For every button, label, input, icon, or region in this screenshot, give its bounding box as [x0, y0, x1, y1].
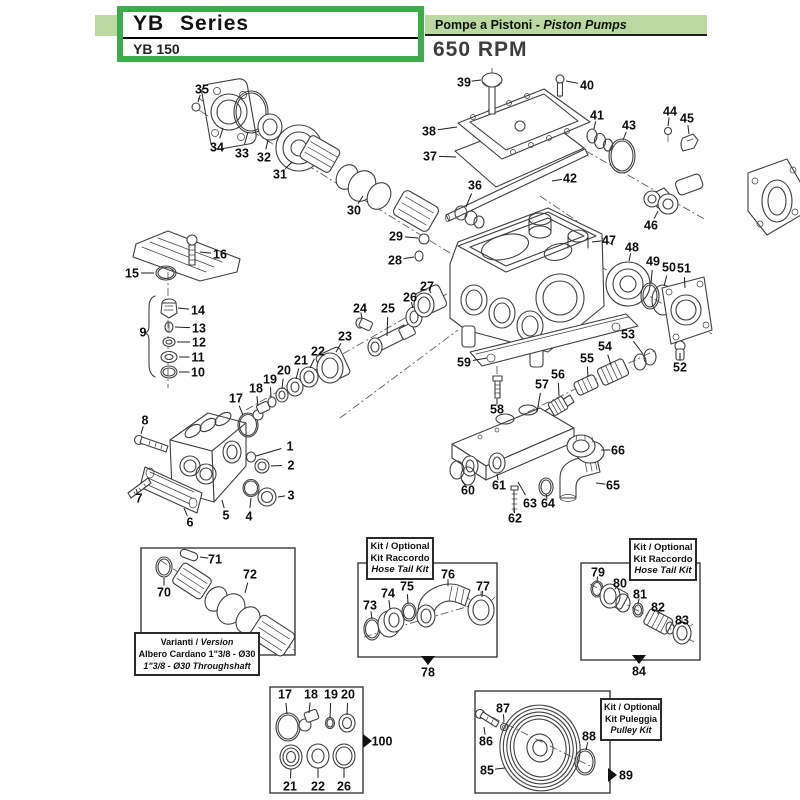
- product-line-separator: -: [532, 18, 544, 32]
- leader-line: [664, 276, 667, 286]
- part-label: 71: [208, 552, 222, 567]
- part-label: 38: [422, 124, 436, 139]
- part-label: 61: [492, 478, 506, 493]
- part-label: 80: [613, 576, 627, 591]
- leader-line: [290, 769, 291, 778]
- product-line-en: Piston Pumps: [543, 18, 627, 32]
- leader-line: [552, 179, 562, 181]
- leader-line: [330, 703, 331, 718]
- part-label: 3: [287, 488, 295, 503]
- part-label: 27: [420, 279, 434, 294]
- leader-line: [405, 237, 418, 238]
- part-label: 16: [213, 247, 227, 262]
- input-shaft-assembly: [192, 78, 440, 234]
- part-label: 72: [243, 567, 257, 582]
- leader-line: [518, 482, 526, 495]
- part-label: 22: [311, 344, 325, 359]
- part-label: 70: [157, 585, 171, 600]
- part-label: 19: [324, 687, 338, 702]
- part-label: 60: [461, 483, 475, 498]
- pulley-line2: Kit Puleggia: [604, 713, 657, 724]
- part-label: 15: [125, 266, 139, 281]
- leader-line: [222, 500, 224, 508]
- part-label: 73: [363, 598, 377, 613]
- part-label: 37: [423, 149, 437, 164]
- part-label: 2: [287, 458, 295, 473]
- variant-line3: 1"3/8 - Ø30 Throughshaft: [143, 661, 251, 671]
- kit1-line1: Kit / Optional: [370, 541, 430, 552]
- leader-line: [633, 341, 643, 354]
- pulley-kit-label-box: [600, 698, 662, 741]
- part-label: 75: [400, 579, 414, 594]
- leader-line: [668, 118, 669, 126]
- part-label: 45: [680, 111, 694, 126]
- part-label: 9: [139, 325, 147, 340]
- kit-arrow-label: 89: [619, 768, 633, 783]
- leader-line: [438, 127, 457, 130]
- part-label: 74: [381, 586, 395, 601]
- part-label: 55: [580, 351, 594, 366]
- part-label: 47: [602, 233, 616, 248]
- part-label: 40: [580, 78, 594, 93]
- leader-line: [651, 270, 652, 283]
- part-label: 85: [480, 763, 494, 778]
- kit-arrow-label: 78: [421, 665, 435, 680]
- part-label: 65: [606, 478, 620, 493]
- leader-line: [495, 768, 505, 769]
- model-name: YB 150: [133, 41, 180, 57]
- leader-line: [245, 583, 248, 593]
- part-label: 53: [621, 327, 635, 342]
- part-label: 10: [191, 365, 205, 380]
- part-label: 59: [457, 355, 471, 370]
- kit1-line3: Hose Tail Kit: [371, 564, 429, 575]
- part-label: 76: [441, 567, 455, 582]
- part-label: 28: [388, 253, 402, 268]
- leader-line: [200, 557, 208, 558]
- part-label: 26: [337, 779, 351, 794]
- part-label: 5: [222, 508, 230, 523]
- part-label: 20: [277, 363, 291, 378]
- leader-line: [271, 465, 282, 466]
- part-label: 77: [476, 579, 490, 594]
- leader-line: [347, 703, 348, 715]
- part-label: 7: [135, 491, 143, 506]
- kit2-line3: Hose Tail Kit: [634, 565, 692, 576]
- part-label: 26: [403, 290, 417, 305]
- leader-line: [256, 449, 281, 456]
- part-label: 82: [651, 600, 665, 615]
- variant-line2: Albero Cardano 1"3/8 - Ø30: [138, 649, 256, 659]
- leader-line: [239, 406, 243, 415]
- part-label: 52: [673, 360, 687, 375]
- part-label: 36: [468, 178, 482, 193]
- part-label: 29: [389, 229, 403, 244]
- part-label: 14: [191, 303, 205, 318]
- leader-line: [270, 387, 271, 397]
- part-label: 17: [229, 391, 243, 406]
- leader-line: [178, 308, 189, 309]
- leader-line: [257, 396, 258, 406]
- variant-title-it: Varianti /: [160, 637, 201, 647]
- part-label: 63: [523, 496, 537, 511]
- part-label: 57: [535, 377, 549, 392]
- part-label: 39: [457, 75, 471, 90]
- kit1-line2: Kit Raccordo: [370, 552, 430, 564]
- kit2-line2: Kit Raccordo: [633, 553, 693, 565]
- product-line-it: Pompe a Pistoni: [435, 18, 533, 32]
- part-label: 41: [590, 108, 604, 123]
- part-label: 86: [479, 734, 493, 749]
- part-label: 42: [563, 171, 577, 186]
- leader-line: [266, 140, 268, 149]
- part-label: 56: [551, 367, 565, 382]
- triangle-down-icon: [421, 656, 435, 665]
- part-label: 50: [662, 260, 676, 275]
- kit-arrow-label: 100: [371, 734, 393, 749]
- part-label: 21: [294, 353, 308, 368]
- leader-line: [472, 80, 481, 81]
- variant-title-en: Version: [200, 637, 234, 647]
- page-title: YB Series: [123, 12, 418, 39]
- leader-line: [250, 498, 251, 508]
- part-label: 18: [304, 687, 318, 702]
- part-label: 44: [663, 104, 677, 119]
- leader-line: [310, 359, 314, 368]
- part-label: 58: [490, 402, 504, 417]
- part-label: 21: [283, 779, 297, 794]
- part-label: 18: [249, 381, 263, 396]
- part-label: 88: [582, 729, 596, 744]
- part-label: 51: [677, 261, 691, 276]
- part-label: 25: [381, 301, 395, 316]
- part-label: 19: [263, 372, 277, 387]
- leader-line: [282, 379, 283, 389]
- part-label: 30: [347, 203, 361, 218]
- part-label: 54: [598, 339, 612, 354]
- part-label: 46: [644, 218, 658, 233]
- part-label: 87: [496, 701, 510, 716]
- part-label: 22: [311, 779, 325, 794]
- part-label: 66: [611, 443, 625, 458]
- leader-line: [286, 703, 287, 714]
- part-label: 81: [633, 587, 647, 602]
- seal-kit-box: [270, 687, 363, 793]
- part-label: 4: [245, 509, 253, 524]
- leader-line: [587, 367, 588, 377]
- leader-line: [175, 327, 190, 328]
- leader-line: [389, 600, 390, 609]
- part-label: 62: [508, 511, 522, 526]
- leader-line: [387, 317, 388, 336]
- part-label: 13: [192, 321, 206, 336]
- part-label: 48: [625, 240, 639, 255]
- part-label: 12: [192, 335, 206, 350]
- part-label: 35: [195, 82, 209, 97]
- part-label: 79: [591, 565, 605, 580]
- pump-head-assembly: [128, 284, 448, 513]
- leader-line: [688, 125, 689, 134]
- hose-kit-left-label-box: [366, 537, 434, 580]
- part-label: 11: [191, 350, 205, 365]
- part-label: 20: [341, 687, 355, 702]
- leader-line: [404, 257, 414, 259]
- part-label: 17: [278, 687, 292, 702]
- leader-line: [558, 383, 559, 396]
- kit2-line1: Kit / Optional: [633, 542, 693, 553]
- pulley-line3: Pulley Kit: [610, 725, 652, 735]
- part-label: 23: [338, 329, 352, 344]
- leader-line: [439, 156, 456, 157]
- part-label: 8: [141, 413, 149, 428]
- leader-line: [278, 496, 285, 497]
- pulley-line1: Kit / Optional: [604, 702, 660, 712]
- part-label: 24: [353, 301, 367, 316]
- hose-kit-right-label-box: [629, 538, 697, 581]
- triangle-right-icon: [608, 768, 617, 782]
- part-label: 43: [622, 118, 636, 133]
- cover-assembly: [446, 73, 800, 235]
- leader-line: [596, 483, 605, 484]
- part-label: 32: [257, 150, 271, 165]
- leader-line: [566, 81, 578, 83]
- part-label: 49: [646, 254, 660, 269]
- variant-label-box: [134, 632, 260, 676]
- part-label: 83: [675, 613, 689, 628]
- part-label: 33: [235, 146, 249, 161]
- rpm-value: 650 RPM: [433, 38, 528, 61]
- part-label: 6: [186, 515, 194, 530]
- part-label: 31: [273, 167, 287, 182]
- leader-line: [296, 369, 299, 379]
- part-label: 34: [210, 140, 224, 155]
- side-bearing-assembly: [606, 262, 712, 360]
- part-label: 64: [541, 496, 555, 511]
- leader-line: [684, 277, 685, 288]
- leader-line: [407, 594, 408, 604]
- part-label: 1: [286, 439, 294, 454]
- kit-arrow-label: 84: [632, 664, 646, 679]
